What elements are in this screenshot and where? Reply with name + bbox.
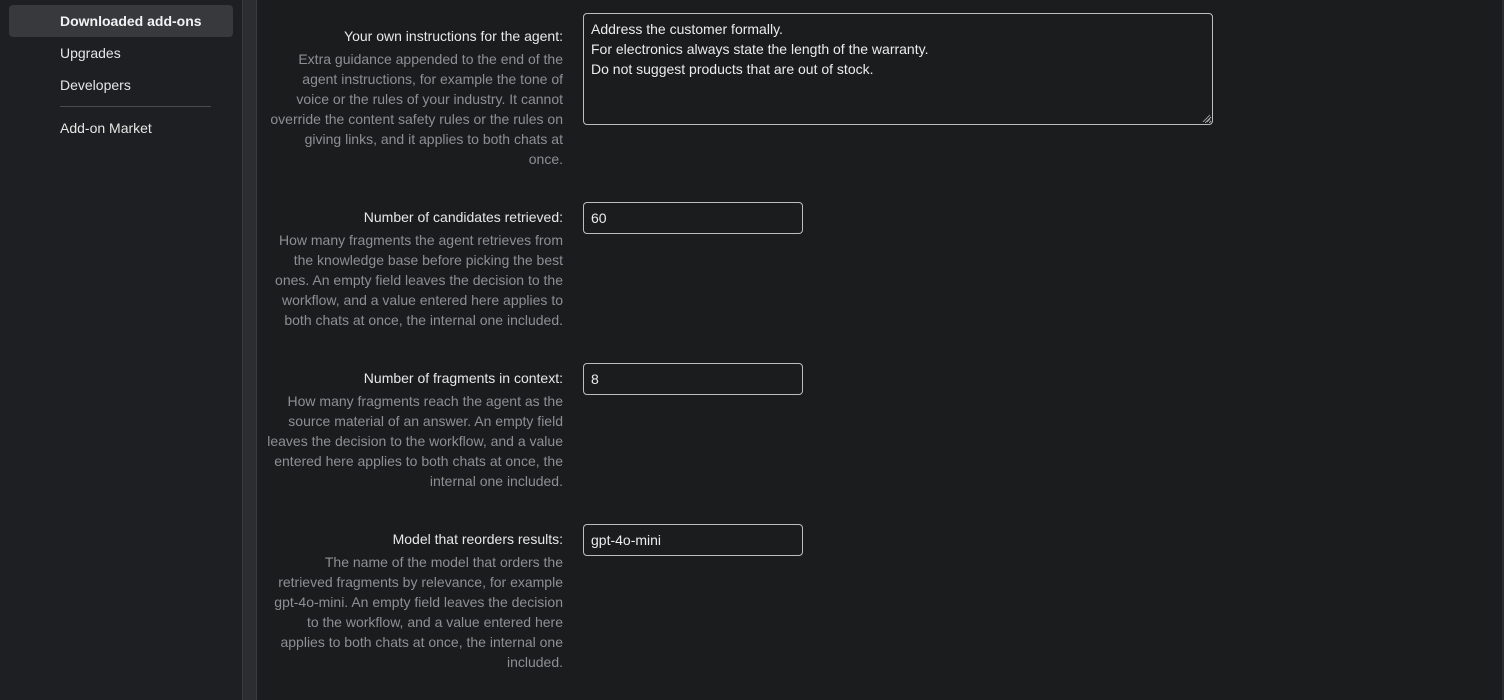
agent-instructions-textarea[interactable]	[583, 13, 1213, 125]
sidebar-item-label: Add-on Market	[60, 120, 152, 136]
sidebar-item-downloaded-addons[interactable]	[9, 5, 233, 37]
candidates-retrieved-input[interactable]	[583, 202, 803, 234]
field-help-text: How many fragments reach the agent as the source material of an answer. An empty field leaves the decision to the workflow, and a value entered here applies to both chats at once, the internal one included.	[267, 393, 563, 489]
sidebar-item-addon-market[interactable]	[9, 112, 233, 144]
field-label: Model that reorders results:	[392, 531, 563, 547]
settings-panel	[257, 0, 1504, 700]
field-help-text: Extra guidance appended to the end of the agent instructions, for example the tone of voice or the rules of your industry. It cannot override the content safety rules or the rules on giving links, and it applies to both chats at once.	[270, 51, 563, 167]
field-help-text: The name of the model that orders the retrieved fragments by relevance, for example gpt-4o-mini. An empty field leaves the decision to the workflow, and a value entered here applies to both chats at once, the internal one included.	[274, 554, 563, 670]
field-label: Your own instructions for the agent:	[344, 28, 563, 44]
field-help-text: How many fragments the agent retrieves from the knowledge base before picking the best ones. An empty field leaves the decision to the workflow, and a value entered here applies to both chats at once, the internal one included.	[275, 232, 563, 328]
sidebar-item-developers[interactable]	[9, 69, 233, 101]
sidebar-item-label: Developers	[60, 77, 131, 93]
field-label: Number of candidates retrieved:	[363, 209, 563, 225]
sidebar	[0, 0, 242, 700]
reorder-model-input[interactable]	[583, 524, 803, 556]
sidebar-item-label: Upgrades	[60, 45, 121, 61]
field-label: Number of fragments in context:	[363, 370, 563, 386]
sidebar-divider	[60, 106, 211, 107]
sidebar-scrollbar[interactable]	[242, 0, 257, 700]
fragments-in-context-input[interactable]	[583, 363, 803, 395]
sidebar-item-label: Downloaded add-ons	[60, 13, 202, 29]
sidebar-item-upgrades[interactable]	[9, 37, 233, 69]
